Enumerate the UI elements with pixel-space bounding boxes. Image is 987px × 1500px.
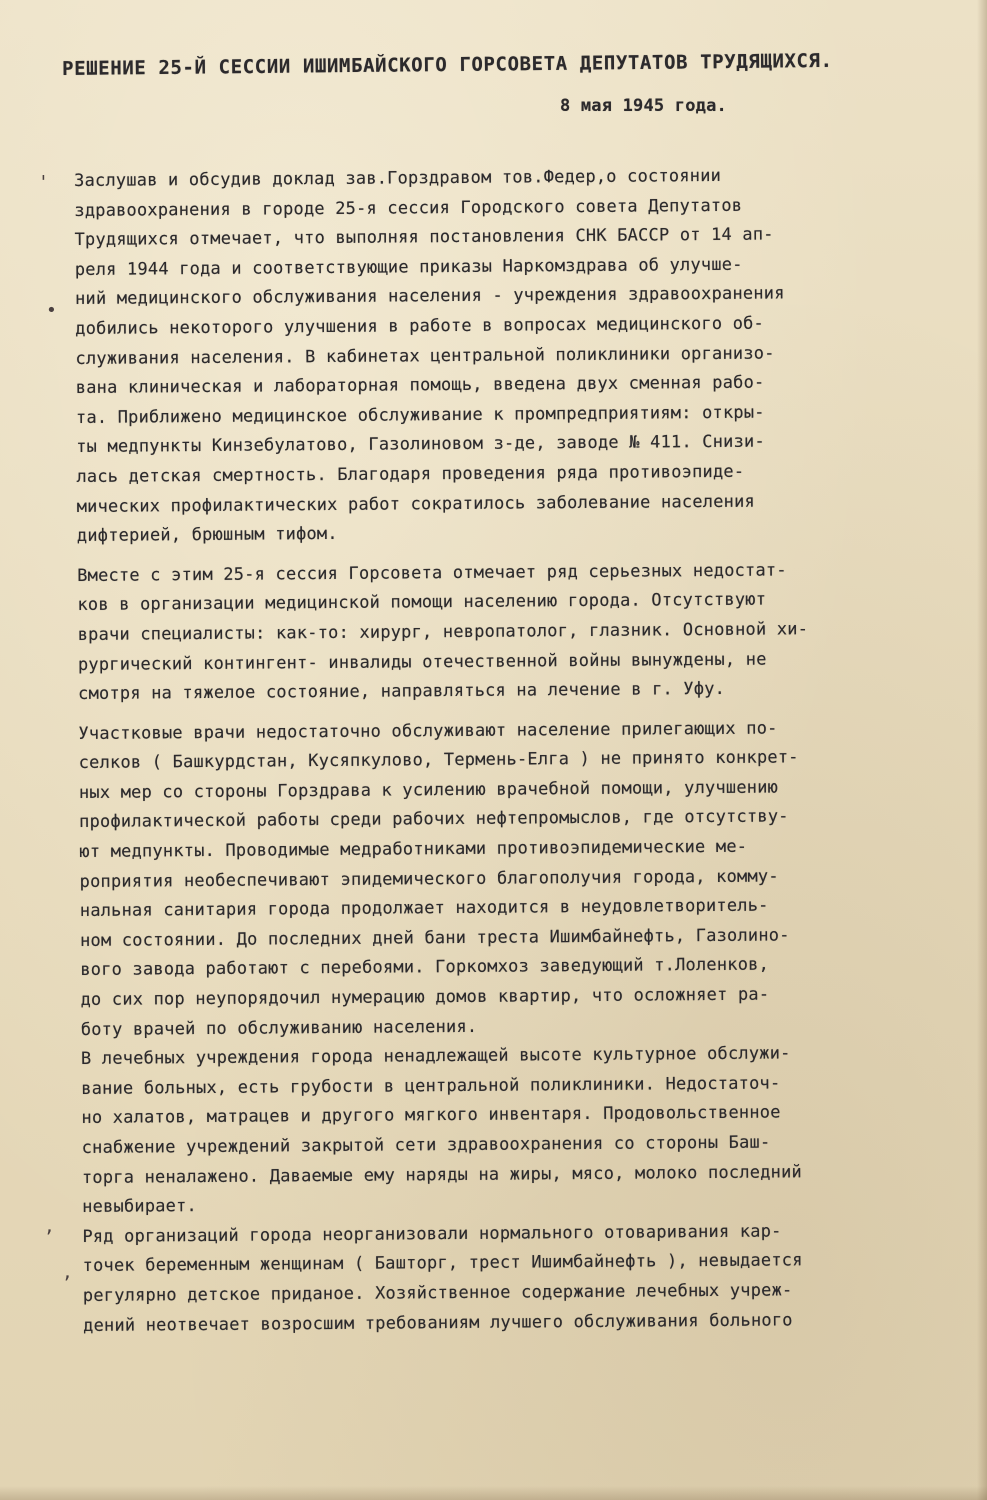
text-line: ных мер со стороны Горздрава к усилению врачебной помощи, улучшению xyxy=(78,777,779,803)
text-line: селков ( Башкурдстан, Кусяпкулово, Термень-Елга ) не принято конкрет- xyxy=(78,747,799,774)
text-line: мических профилактических работ сократилось заболевание населения xyxy=(76,491,756,517)
document-body xyxy=(74,160,983,1341)
text-line: торга неналажено. Даваемые ему наряды на жиры, мясо, молоко последний xyxy=(81,1161,803,1188)
text-line: Заслушав и обсудив доклад зав.Горздравом тов.Федер,о состоянии xyxy=(74,165,722,191)
margin-mark: ' xyxy=(38,172,49,193)
page-bottom-shadow xyxy=(0,1486,987,1500)
text-line: но халатов, матрацев и другого мягкого инвентаря. Продовольственное xyxy=(81,1102,781,1129)
text-line: регулярно детское приданое. Хозяйственное содержание лечебных учреж- xyxy=(82,1280,793,1306)
document-date: 8 мая 1945 года. xyxy=(560,96,727,116)
text-line: боту врачей по обслуживанию населения. xyxy=(80,1016,478,1040)
text-line: ний медицинского обслуживания населения - учреждения здравоохранения xyxy=(74,283,785,310)
text-line: та. Приближено медицинское обслуживание к промпредприятиям: откры- xyxy=(75,402,765,428)
text-line: врачи специалисты: как-то: хирург, невропатолог, глазник. Основной хи- xyxy=(77,619,809,645)
margin-mark: ‚ xyxy=(44,1216,55,1237)
text-line: смотря на тяжелое состояние, направляться на лечение в г. Уфу. xyxy=(78,678,726,705)
text-line: ков в организации медицинской помощи населению города. Отсутствуют xyxy=(77,589,767,616)
text-line: точек беременным женщинам ( Башторг, трест Ишимбайнефть ), невыдается xyxy=(82,1250,803,1277)
text-line: дений неотвечает возросшим требованиям лучшего обслуживания больного xyxy=(83,1309,793,1336)
text-line: лась детская смертность. Благодаря проведения ряда противоэпиде- xyxy=(76,461,745,487)
text-line: Участковые врачи недостаточно обслуживают население прилегающих по- xyxy=(78,718,778,744)
text-line: профилактической работы среди рабочих нефтепромыслов, где отсутству- xyxy=(79,806,789,833)
text-line: Вместе с этим 25-я сессия Горсовета отмечает ряд серьезных недостат- xyxy=(77,560,787,586)
text-line: В лечебных учреждения города ненадлежащей высоте культурное обслужи- xyxy=(80,1043,791,1070)
text-line: невыбирает. xyxy=(82,1196,198,1218)
margin-mark: , xyxy=(62,1262,73,1283)
text-line: Ряд организаций города неорганизовали нормального отоваривания кар- xyxy=(82,1221,782,1247)
text-line: вание больных, есть грубости в центральной поликлиники. Недостаточ- xyxy=(81,1073,781,1099)
margin-dot: • xyxy=(46,300,57,321)
text-line: нальная санитария города продолжает находится в неудовлетворитель- xyxy=(79,895,769,922)
text-line: ном состоянии. До последних дней бани треста Ишимбайнефть, Газолино- xyxy=(79,925,790,951)
text-line: здравоохранения в городе 25-я сессия Городского совета Депутатов xyxy=(74,195,743,221)
text-line: служивания населения. В кабинетах центральной поликлиники организо- xyxy=(75,343,775,369)
text-line: роприятия необеспечивают эпидемического благополучия города, комму- xyxy=(79,866,779,892)
text-line: реля 1944 года и соответствующие приказы Наркомздрава об улучше- xyxy=(74,254,743,280)
text-line: ют медпункты. Проводимые медработниками противоэпидемические ме- xyxy=(79,836,748,863)
text-line: рургический контингент- инвалиды отечественной войны вынуждены, не xyxy=(77,649,767,675)
text-line: добились некоторого улучшения в работе в вопросах медицинского об- xyxy=(75,313,765,339)
text-line: ты медпункты Кинзебулатово, Газолиновом з-де, заводе № 411. Снизи- xyxy=(76,431,765,458)
text-line: Трудящихся отмечает, что выполняя постановления СНК БАССР от 14 ап- xyxy=(74,224,774,251)
text-line: вого завода работают с перебоями. Горкомхоз заведующий т.Лоленков, xyxy=(80,955,770,981)
text-line: вана клиническая и лабораторная помощь, введена двух сменная рабо- xyxy=(75,372,765,399)
text-line: до сих пор неупорядочил нумерацию домов квартир, что осложняет ра- xyxy=(80,984,770,1011)
text-line: дифтерией, брюшным тифом. xyxy=(76,524,338,547)
text-line: снабжение учреждений закрытой сети здравоохранения со стороны Баш- xyxy=(81,1132,771,1158)
document-title: РЕШЕНИЕ 25-Й СЕССИИ ИШИМБАЙСКОГО ГОРСОВЕТА ДЕПУТАТОВ ТРУДЯЩИХСЯ. xyxy=(62,49,833,80)
